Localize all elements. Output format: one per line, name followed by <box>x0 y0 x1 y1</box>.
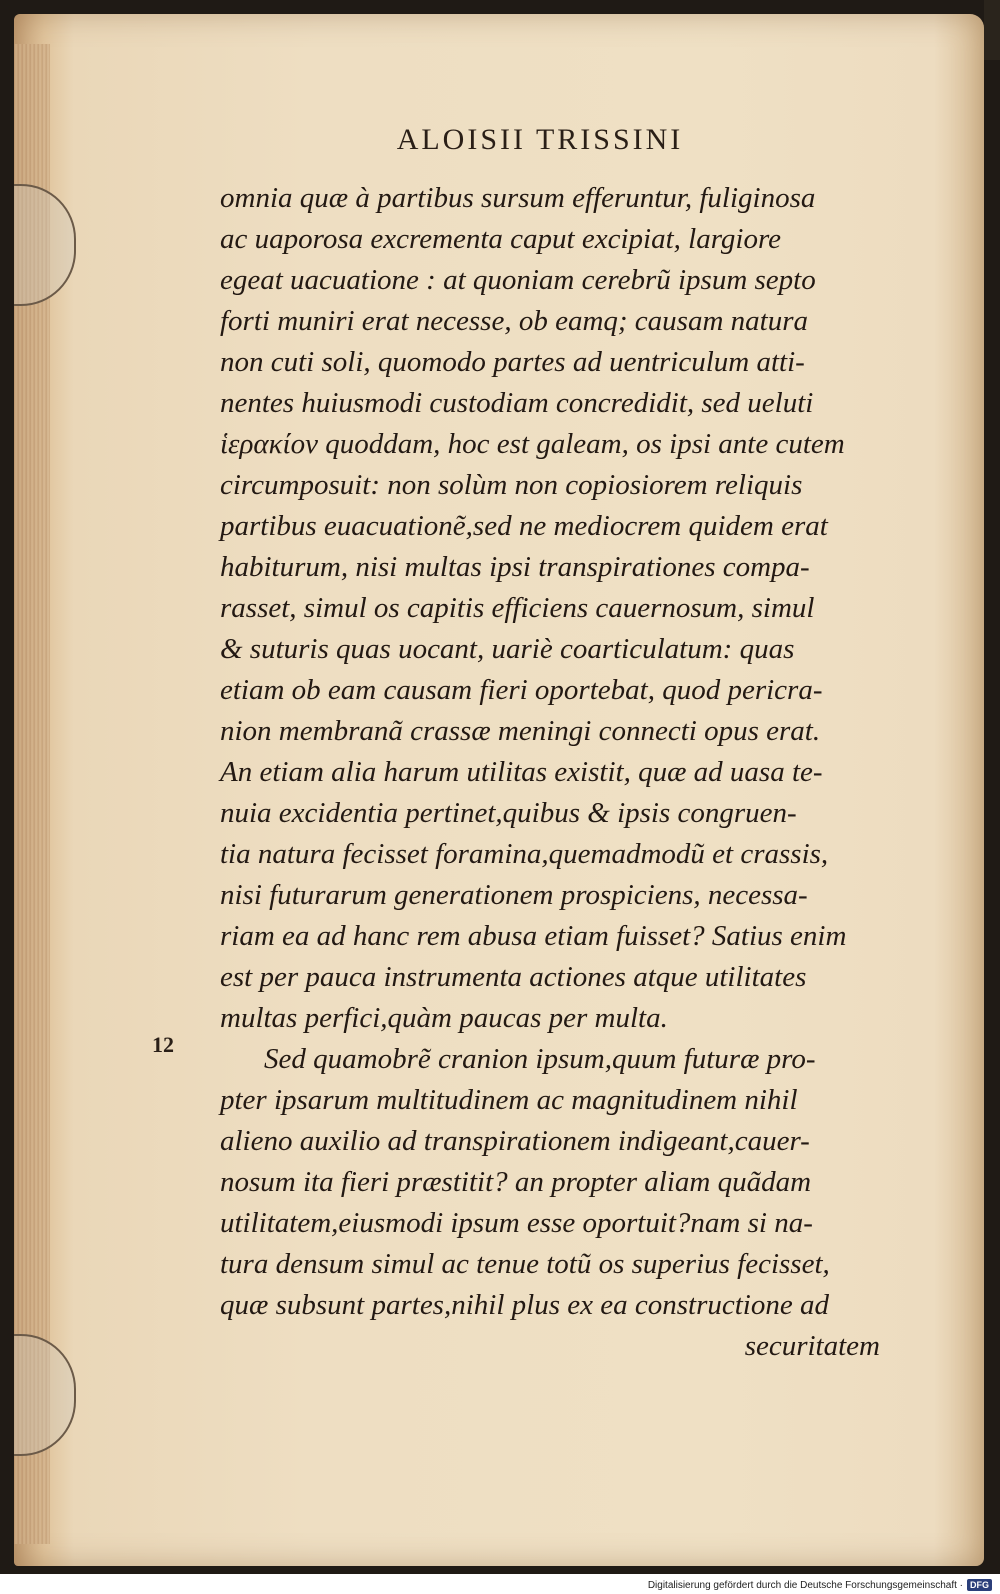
text-line: circumposuit: non solùm non copiosiorem reliquis <box>220 469 803 501</box>
text-line: ac uaporosa excrementa caput excipiat, largiore <box>220 223 782 255</box>
text-line: quæ subsunt partes,nihil plus ex ea constructione ad <box>220 1289 829 1321</box>
text-line: tura densum simul ac tenue totũ os superius fecisset, <box>220 1248 830 1280</box>
text-line: An etiam alia harum utilitas existit, quæ ad uasa te- <box>220 756 823 788</box>
text-line: habiturum, nisi multas ipsi transpirationes compa- <box>220 551 810 583</box>
text-line: nosum ita fieri præstitit? an propter aliam quãdam <box>220 1166 812 1198</box>
clasp-top <box>14 184 76 306</box>
binding-edge <box>984 0 1000 60</box>
text-line: nion membranã crassæ meningi connecti opus erat. <box>220 715 821 747</box>
text-line: rasset, simul os capitis efficiens cauernosum, simul <box>220 592 815 624</box>
paragraph-start-line: Sed quamobrẽ cranion ipsum,quum futuræ pro- <box>264 1043 816 1075</box>
digitization-footer <box>648 1579 992 1591</box>
dfg-logo-icon: DFG <box>967 1579 992 1591</box>
text-line: partibus euacuationẽ,sed ne mediocrem quidem erat <box>220 510 828 542</box>
text-line: non cuti soli, quomodo partes ad uentriculum atti- <box>220 346 805 378</box>
text-line: nentes huiusmodi custodiam concredidit, sed ueluti <box>220 387 814 419</box>
text-line: riam ea ad hanc rem abusa etiam fuisset? Satius enim <box>220 920 847 952</box>
text-line: nuia excidentia pertinet,quibus & ipsis congruen- <box>220 797 797 829</box>
text-line: etiam ob eam causam fieri oportebat, quod pericra- <box>220 674 823 706</box>
text-line: utilitatem,eiusmodi ipsum esse oportuit?nam si na- <box>220 1207 813 1239</box>
text-block <box>220 178 900 1367</box>
text-line: omnia quæ à partibus sursum efferuntur, fuliginosa <box>220 182 816 214</box>
catchword: securitatem <box>744 1330 880 1362</box>
text-line: ἱερακίον quoddam, hoc est galeam, os ipsi ante cutem <box>220 428 845 460</box>
text-line: pter ipsarum multitudinem ac magnitudinem nihil <box>220 1084 798 1116</box>
running-head: ALOISII TRISSINI <box>396 123 684 156</box>
clasp-bottom <box>14 1334 76 1456</box>
text-line: forti muniri erat necesse, ob eamq; causam natura <box>220 305 808 337</box>
text-line: egeat uacuatione : at quoniam cerebrũ ipsum septo <box>220 264 816 296</box>
text-line: alieno auxilio ad transpirationem indigeant,cauer- <box>220 1125 810 1157</box>
text-line: & suturis quas uocant, uariè coarticulatum: quas <box>220 633 795 665</box>
text-line: nisi futurarum generationem prospiciens, necessa- <box>220 879 808 911</box>
text-line: multas perfici,quàm paucas per multa. <box>220 1002 668 1034</box>
text-line: est per pauca instrumenta actiones atque utilitates <box>220 961 807 993</box>
text-line: tia natura fecisset foramina,quemadmodũ et crassis, <box>220 838 829 870</box>
footer-text: Digitalisierung gefördert durch die Deutsche Forschungsgemeinschaft · <box>647 1579 963 1591</box>
margin-number: 12 <box>152 1032 174 1057</box>
